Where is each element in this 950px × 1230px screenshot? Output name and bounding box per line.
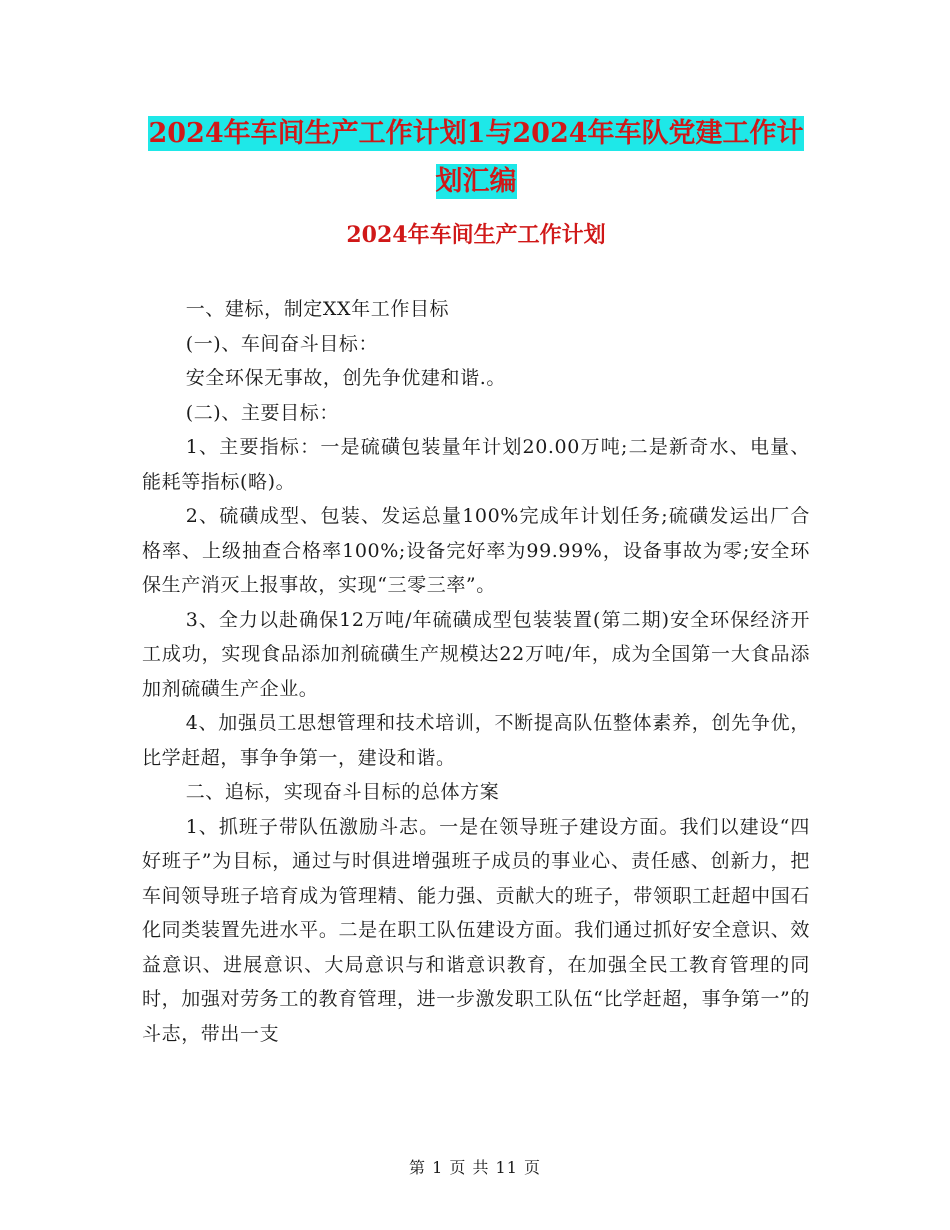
paragraph: (一)、车间奋斗目标： [185, 332, 379, 355]
paragraph: 二、追标，实现奋斗目标的总体方案 [185, 781, 500, 803]
paragraph: (二)、主要目标： [185, 401, 339, 424]
paragraph: 4、加强员工思想管理和技术培训，不断提高队伍整体素养，创先争优，比学赶超，事争争第一，建设和谐。 [142, 712, 810, 769]
paragraph: 3、全力以赴确保12万吨/年硫磺成型包装装置(第二期)安全环保经济开工成功，实现食品添加剂硫磺生产规模达22万吨/年，成为全国第一大食品添加剂硫磺生产企业。 [142, 608, 810, 700]
document-title-line-2: 划汇编 [435, 166, 517, 197]
document-title [140, 110, 812, 206]
page-number: 第 1 页 共 11 页 [409, 1158, 541, 1177]
paragraph: 2、硫磺成型、包装、发运总量100%完成年计划任务;硫磺发运出厂合格率、上级抽查合格率100%;设备完好率为99.99%，设备事故为零;安全环保生产消灭上报事故，实现“三零三率”。 [142, 505, 810, 596]
paragraph: 1、抓班子带队伍激励斗志。一是在领导班子建设方面。我们以建设“四好班子”为目标，通过与时俱进增强班子成员的事业心、责任感、创新力，把车间领导班子培育成为管理精、能力强、贡献大的班子，带领职工赶超中国石化同类装置先进水平。二是在职工队伍建设方面。我们通过抓好安全意识、效益意识、进展意识、大局意识与和谐意识教育，在加强全民工教育管理的同时，加强对劳务工的教育管理，进一步激发职工队伍“比学赶超，事争第一”的斗志，带出一支 [142, 815, 810, 1045]
document-title-line-1: 2024年车间生产工作计划1与2024年车队党建工作计 [148, 118, 804, 149]
paragraph: 1、主要指标：一是硫磺包装量年计划20.00万吨;二是新奇水、电量、能耗等指标(略)。 [142, 436, 810, 493]
paragraph: 一、建标，制定XX年工作目标 [185, 298, 450, 320]
document-body [142, 292, 810, 1051]
paragraph: 安全环保无事故，创先争优建和谐.。 [185, 367, 506, 389]
section-title: 2024年车间生产工作计划 [346, 222, 606, 248]
